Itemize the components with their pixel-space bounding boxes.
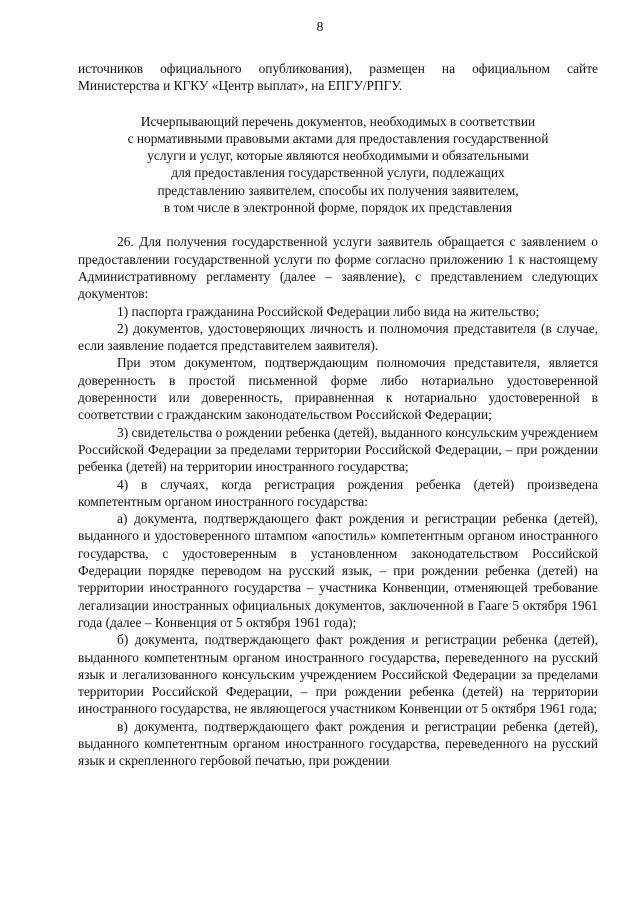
paragraph-26: 26. Для получения государственной услуги заявитель обращается с заявлением о предоставлении государственной услуги по форме согласно приложению 1 к настоящему Административному регламенту (далее – заявление), с представлением следующих документов: [78, 234, 598, 302]
section-gap [78, 216, 598, 233]
list-item-1: 1) паспорта гражданина Российской Федерации либо вида на жительство; [117, 303, 540, 319]
sub-item-b: б) документа, подтверждающего факт рождения и регистрации ребенка (детей), выданного компетентным органом иностранного государства, переведенного на русский язык и легализованного консульским учреждением Российской Федерации за пределами территории Российской Федерации, – при рождении ребенка (детей) на территории иностранного государства, не являющегося участником Конвенции от 5 октября 1961 года; [78, 632, 598, 717]
sub-item-v: в) документа, подтверждающего факт рождения и регистрации ребенка (детей), выданного компетентным органом иностранного государства, переведенного на русский язык и скрепленного гербовой печатью, при рождении [78, 718, 598, 769]
sub-item-a: а) документа, подтверждающего факт рождения и регистрации ребенка (детей), выданного и удостоверенного штампом «апостиль» компетентным органом иностранного государства, с удостоверенным в установленном законодательством Российской Федерации порядке переводом на русский язык, – при рождении ребенка (детей) на территории иностранного государства – участника Конвенции, отменяющей требование легализации иностранных официальных документов, заключенной в Гааге 5 октября 1961 года (далее – Конвенция от 5 октября 1961 года); [78, 511, 598, 630]
list-item-3: 3) свидетельства о рождении ребенка (детей), выданного консульским учреждением Российской Федерации за пределами территории Российской Федерации, – при рождении ребенка (детей) на территории иностранного государства; [78, 424, 598, 475]
section-heading-line: с нормативными правовыми актами для предоставления государственной [127, 130, 549, 146]
list-item-4: 4) в случаях, когда регистрация рождения ребенка (детей) произведена компетентным органом иностранного государства: [78, 476, 598, 509]
section-heading-line: представлению заявителем, способы их получения заявителем, [157, 182, 519, 198]
section-heading-line: для предоставления государственной услуги, подлежащих [171, 165, 505, 181]
intro-paragraph: источников официального опубликования), размещен на официальном сайте Министерства и КГКУ «Центр выплат», на ЕПГУ/РПГУ. [78, 61, 598, 94]
list-item-2: 2) документов, удостоверяющих личность и полномочия представителя (в случае, если заявление подается представителем заявителя). [78, 320, 598, 354]
section-heading [78, 113, 598, 217]
section-heading-line: Исчерпывающий перечень документов, необходимых в соответствии [140, 113, 536, 129]
page-content [78, 60, 598, 770]
paragraph-representative: При этом документом, подтверждающим полномочия представителя, является доверенность в простой письменной форме либо нотариально удостоверенной доверенности или доверенность, приравненная к нотариально удостоверенной в соответствии с гражданским законодательством Российской Федерации; [78, 355, 598, 423]
section-heading-line: услуги и услуг, которые являются необходимыми и обязательными [147, 148, 529, 164]
page-number: 8 [316, 19, 324, 34]
section-heading-line: в том числе в электронной форме, порядок их представления [163, 200, 513, 216]
